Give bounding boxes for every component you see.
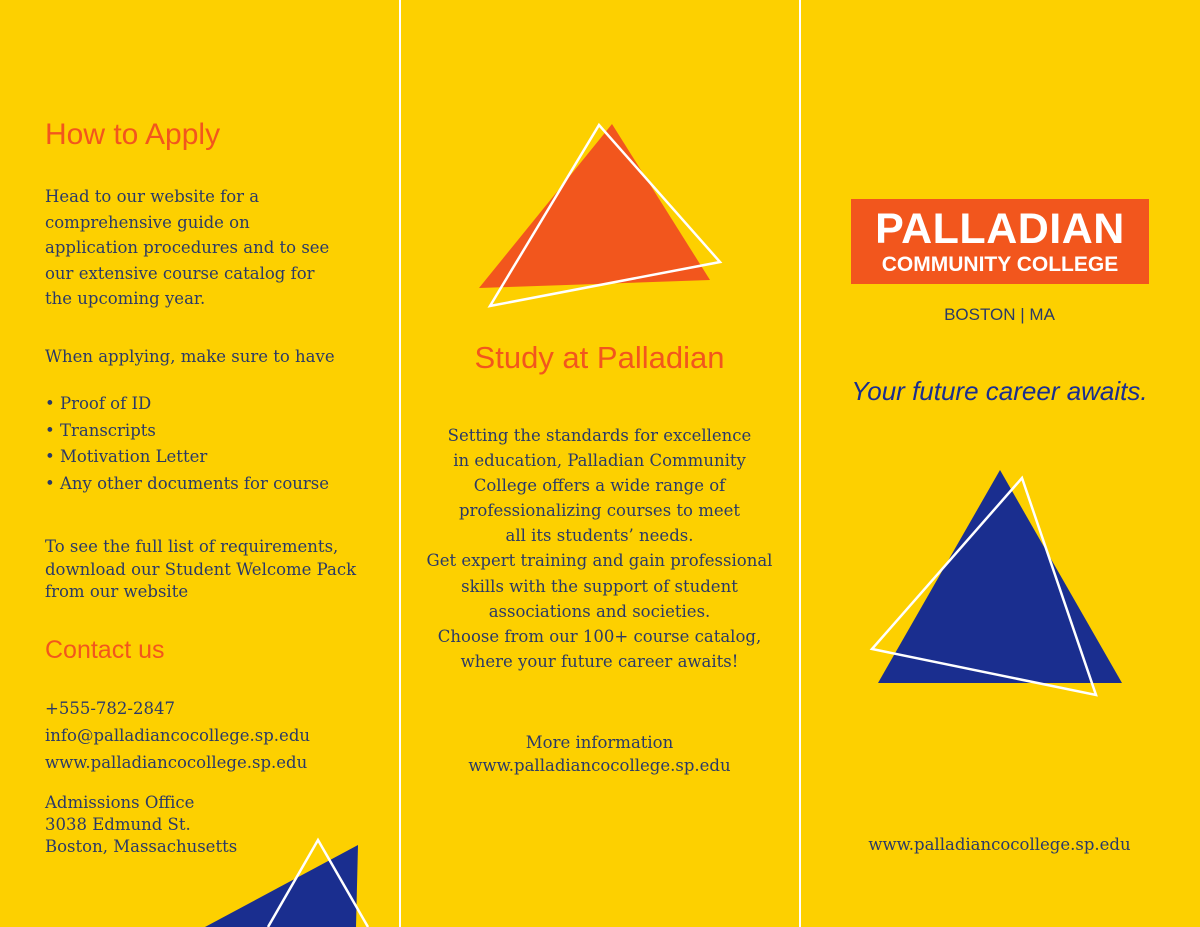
tagline: Your future career awaits. xyxy=(851,376,1148,406)
description-line: skills with the support of student xyxy=(461,576,738,596)
study-description xyxy=(400,423,799,674)
logo-title: PALLADIAN xyxy=(875,205,1125,253)
description-line: Get expert training and gain professional xyxy=(426,551,773,571)
description-line: in education, Palladian Community xyxy=(453,451,746,471)
when-applying-text: When applying, make sure to have xyxy=(45,347,335,366)
location-label: BOSTON | MA xyxy=(944,305,1055,324)
list-item: • Any other documents for course xyxy=(45,473,330,493)
description-line: Setting the standards for excellence xyxy=(447,426,752,445)
list-item: • Motivation Letter xyxy=(45,447,208,466)
address-line: Admissions Office xyxy=(45,793,195,812)
more-info-label: More information xyxy=(525,733,674,752)
description-line: associations and societies. xyxy=(488,601,711,621)
blue-triangle-decoration xyxy=(0,0,399,927)
email-address: info@palladiancocollege.sp.edu xyxy=(45,726,311,745)
panel-how-to-apply xyxy=(0,0,399,927)
description-line: professionalizing courses to meet xyxy=(458,501,741,521)
description-line: Choose from our 100+ course catalog, xyxy=(437,626,762,646)
website-link: www.palladiancocollege.sp.edu xyxy=(45,753,308,772)
logo-subtitle: COMMUNITY COLLEGE xyxy=(881,253,1119,276)
more-info-url: www.palladiancocollege.sp.edu xyxy=(468,756,731,775)
blue-triangle-decoration xyxy=(800,0,1199,927)
description-line: all its students’ needs. xyxy=(505,526,694,546)
address-line: 3038 Edmund St. xyxy=(45,815,191,834)
panel-cover xyxy=(800,0,1199,927)
description-line: College offers a wide range of xyxy=(473,476,726,496)
panel-study xyxy=(400,0,799,927)
how-to-apply-heading: How to Apply xyxy=(45,118,221,151)
list-item: • Transcripts xyxy=(45,420,156,440)
list-item: • Proof of ID xyxy=(45,394,152,413)
more-information xyxy=(400,731,799,777)
address-line: Boston, Massachusetts xyxy=(45,837,238,856)
apply-intro-text: Head to our website for a comprehensive guide on application procedures and to see our extensive course catalog for the upcoming year. xyxy=(45,187,330,308)
phone-number: +555-782-2847 xyxy=(45,699,175,718)
description-line: where your future career awaits! xyxy=(460,651,739,671)
contact-heading: Contact us xyxy=(45,636,165,664)
study-heading: Study at Palladian xyxy=(474,340,725,375)
full-requirements-note: To see the full list of requirements, download our Student Welcome Pack from our website xyxy=(45,537,357,601)
cover-website: www.palladiancocollege.sp.edu xyxy=(868,835,1131,854)
